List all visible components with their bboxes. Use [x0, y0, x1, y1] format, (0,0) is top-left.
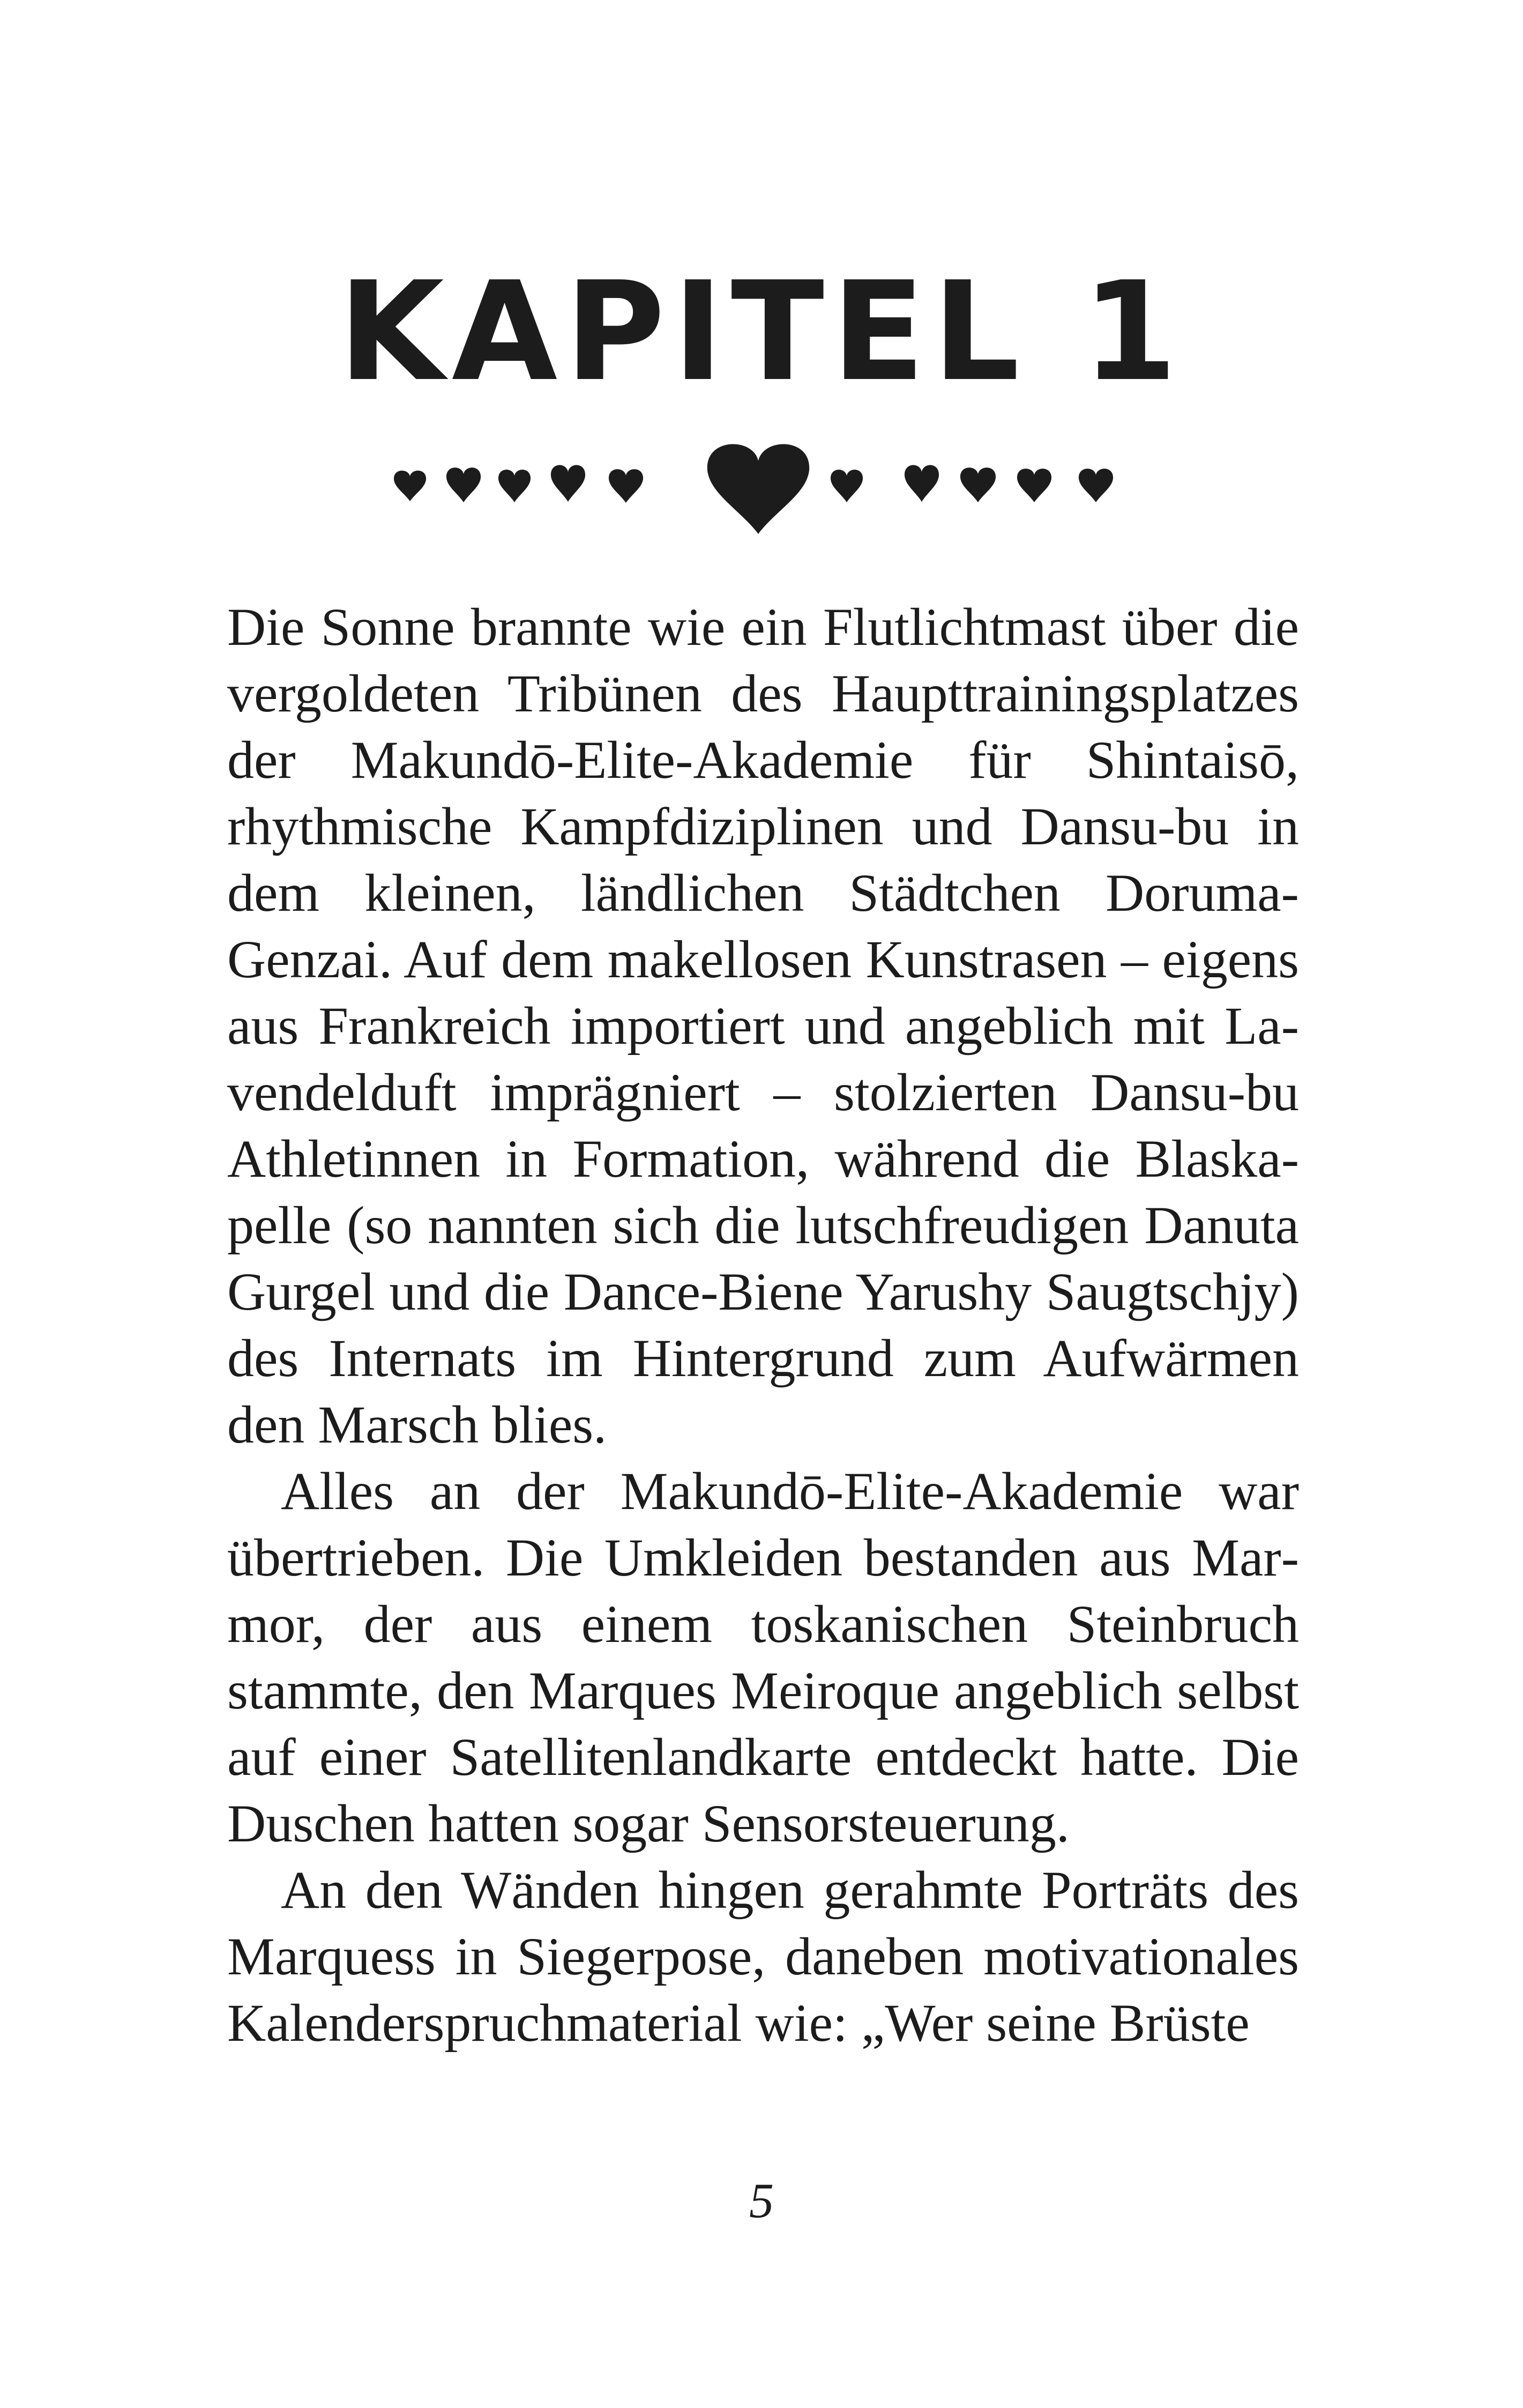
paragraph: An den Wänden hingen gerahmte Porträts des Marquess in Siegerpose, daneben motivationales Kalenderspruchmaterial wie: „Wer seine Brüste [227, 1860, 1299, 2053]
chapter-body [227, 594, 1299, 2056]
paragraph: Die Sonne brannte wie ein Flutlichtmast über die vergoldeten Tribünen des Haupttrainingsplatzes der Makundō-Elite-Akademie für Shintaisō, rhythmische Kampfdiziplinen und Dansu-bu in dem kleinen, ländlichen Städtchen Doruma-Genzai. Auf dem makellosen Kunstrasen – eigens aus Frankreich importiert und angeblich mit Lavendelduft imprägniert – stolzierten Dansu-bu Athletinnen in Formation, während die Blaskapelle (so nannten sich die lutschfreudigen Danuta Gurgel und die Dance-Biene Yarushy Saugtschjy) des Internats im Hintergrund zum Aufwärmen den Marsch blies. [227, 597, 1299, 1454]
paragraph: Alles an der Makundō-Elite-Akademie war übertrieben. Die Umkleiden bestanden aus Marmor, der aus einem toskanischen Steinbruch stammte, den Marques Meiroque angeblich selbst auf einer Satellitenlandkarte entdeckt hatte. Die Duschen hatten sogar Sensorsteuerung. [227, 1461, 1299, 1853]
heart-divider-icon [375, 434, 1152, 541]
chapter-title: KAPITEL 1 [338, 252, 1185, 412]
page-number: 5 [749, 2173, 774, 2228]
